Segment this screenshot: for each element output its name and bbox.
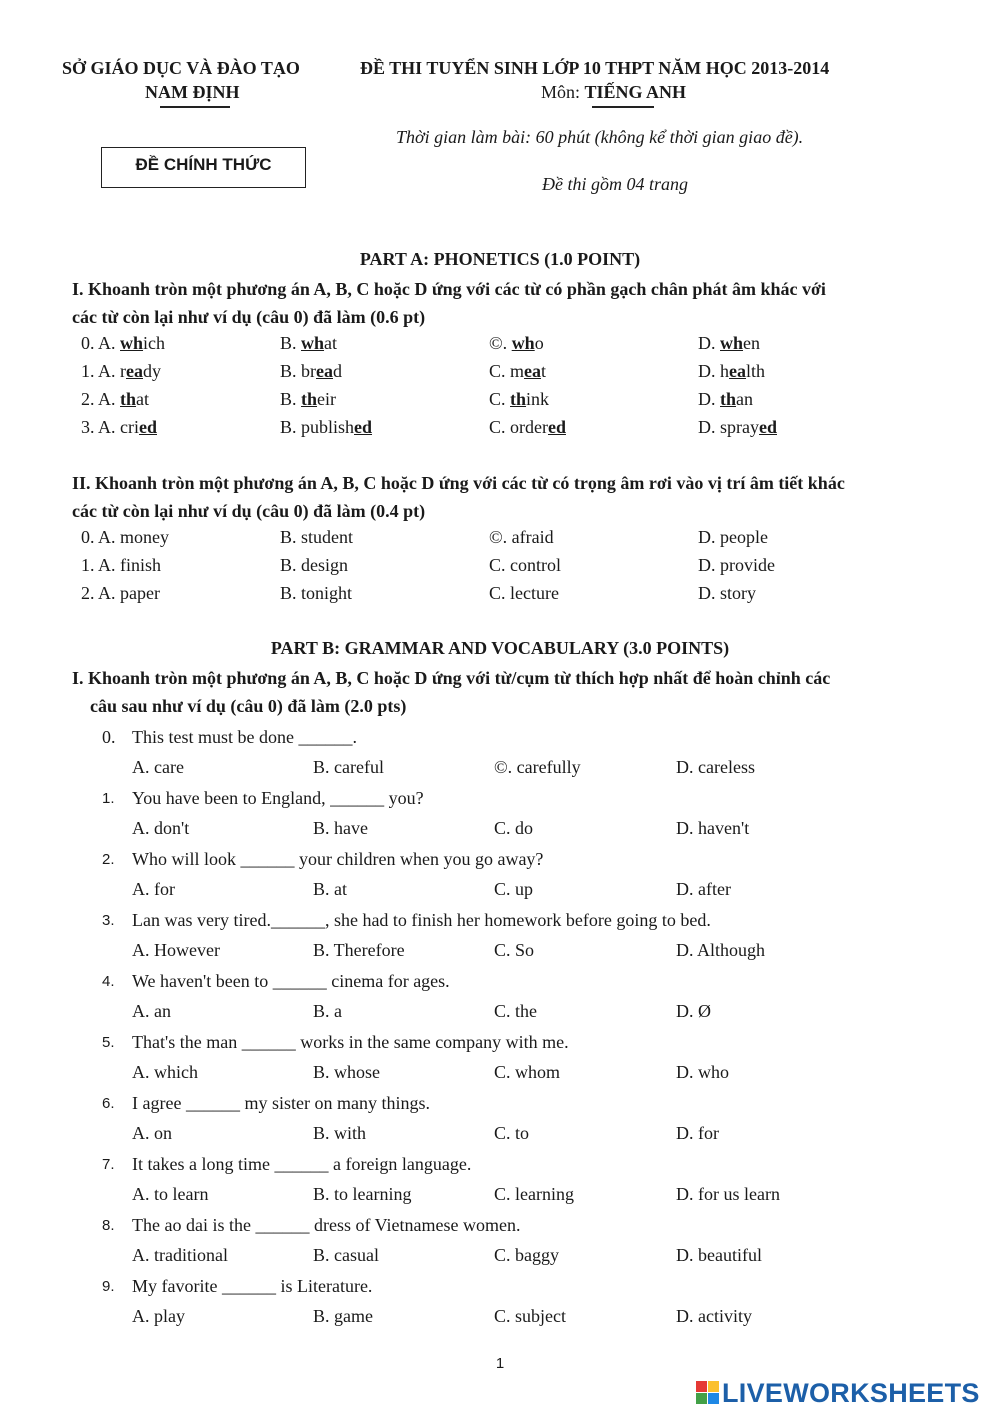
answer-option[interactable]: D. for: [676, 1123, 719, 1143]
question-text: It takes a long time ______ a foreign language.: [132, 1154, 472, 1174]
answer-option[interactable]: D. who: [676, 1062, 729, 1082]
answer-option[interactable]: [489, 417, 566, 438]
question-text: Lan was very tired.______, she had to finish her homework before going to bed.: [132, 910, 711, 930]
answer-option[interactable]: [489, 361, 546, 382]
instruction-line: các từ còn lại như ví dụ (câu 0) đã làm (0.4 pt): [72, 501, 426, 521]
exam-title: ĐỀ THI TUYỂN SINH LỚP 10 THPT NĂM HỌC 2013-2014: [360, 58, 830, 78]
answer-option[interactable]: B. tonight: [280, 583, 353, 603]
answer-option[interactable]: D. for us learn: [676, 1184, 780, 1204]
question-number: 2.: [102, 851, 115, 868]
answer-option[interactable]: C. up: [494, 879, 534, 899]
option-text: D. h: [698, 361, 729, 381]
option-text: 0. A.: [81, 333, 121, 353]
underlined-sound: th: [301, 389, 318, 409]
answer-option[interactable]: 1. A. finish: [81, 555, 162, 575]
phonetics-row: [0, 417, 1000, 443]
option-text: o: [534, 333, 544, 353]
option-text: D. spray: [698, 417, 759, 437]
answer-option[interactable]: B. at: [313, 879, 347, 899]
stress-row: [0, 527, 1000, 553]
question-number: 7.: [102, 1156, 115, 1173]
question-number: 9.: [102, 1278, 115, 1295]
underlined-sound: ea: [524, 361, 542, 381]
answer-option[interactable]: [81, 389, 149, 410]
instruction-line: II. Khoanh tròn một phương án A, B, C hoặc D ứng với các từ có trọng âm rơi vào vị trí âm tiết khác: [72, 473, 845, 493]
answer-option[interactable]: [81, 361, 161, 382]
option-text: d: [333, 361, 342, 381]
question-text: We haven't been to ______ cinema for ages.: [132, 971, 450, 991]
option-text: C. m: [489, 361, 525, 381]
option-text: B.: [280, 333, 302, 353]
option-text: ©.: [489, 333, 512, 353]
instruction-line: các từ còn lại như ví dụ (câu 0) đã làm (0.6 pt): [72, 307, 426, 327]
question-text: You have been to England, ______ you?: [132, 788, 424, 808]
phonetics-row: [0, 333, 1000, 359]
question-number: 8.: [102, 1217, 115, 1234]
logo-grid-icon: [696, 1381, 720, 1405]
answer-option[interactable]: A. don't: [132, 818, 190, 838]
answer-option[interactable]: D. beautiful: [676, 1245, 762, 1265]
underlined-sound: ed: [547, 417, 566, 437]
answer-option[interactable]: D. people: [698, 527, 768, 547]
phonetics-row: [0, 389, 1000, 415]
subject-label: Môn:: [541, 82, 581, 102]
option-text: 1. A. r: [81, 361, 126, 381]
underlined-sound: ea: [126, 361, 143, 381]
stress-row: [0, 583, 1000, 609]
answer-option[interactable]: B. game: [313, 1306, 373, 1326]
answer-option[interactable]: D. Although: [676, 940, 766, 960]
question-number: 3.: [102, 912, 115, 929]
answer-option[interactable]: C. control: [489, 555, 561, 575]
time-note: Thời gian làm bài: 60 phút (không kể thời gian giao đề).: [396, 127, 804, 147]
answer-option[interactable]: A. an: [132, 1001, 171, 1021]
answer-option[interactable]: 2. A. paper: [81, 583, 160, 603]
part-a-instruction-1: [72, 275, 952, 331]
question-text: The ao dai is the ______ dress of Vietnamese women.: [132, 1215, 521, 1235]
answer-option[interactable]: A. for: [132, 879, 175, 899]
answer-option[interactable]: B. design: [280, 555, 349, 575]
liveworksheets-logo: [696, 1376, 980, 1410]
answer-option[interactable]: 0. A. money: [81, 527, 169, 547]
answer-option[interactable]: D. activity: [676, 1306, 752, 1326]
answer-option[interactable]: [280, 417, 372, 438]
underlined-sound: wh: [720, 333, 744, 353]
option-text: B.: [280, 389, 302, 409]
answer-option[interactable]: B. whose: [313, 1062, 380, 1082]
answer-option[interactable]: A. care: [132, 757, 184, 777]
answer-option[interactable]: C. So: [494, 940, 535, 960]
answer-option[interactable]: B. Therefore: [313, 940, 405, 960]
question-number: 4.: [102, 973, 115, 990]
part-b-instruction: [72, 664, 952, 720]
answer-option[interactable]: A. However: [132, 940, 220, 960]
subject-name: TIẾNG ANH: [584, 82, 687, 102]
question-number: 1.: [102, 790, 115, 807]
option-text: at: [324, 333, 338, 353]
option-text: 2. A.: [81, 389, 121, 409]
stress-row: [0, 555, 1000, 581]
question-text: This test must be done ______.: [132, 727, 357, 747]
answer-option[interactable]: C. lecture: [489, 583, 559, 603]
answer-option[interactable]: D. after: [676, 879, 731, 899]
answer-option[interactable]: C. the: [494, 1001, 537, 1021]
question-text: That's the man ______ works in the same company with me.: [132, 1032, 569, 1052]
answer-option[interactable]: B. a: [313, 1001, 342, 1021]
answer-option[interactable]: [698, 361, 765, 382]
question-number: 6.: [102, 1095, 115, 1112]
answer-option[interactable]: C. to: [494, 1123, 530, 1143]
answer-option[interactable]: C. do: [494, 818, 534, 838]
option-text: D.: [698, 333, 720, 353]
answer-option[interactable]: A. to learn: [132, 1184, 209, 1204]
option-text: C. order: [489, 417, 548, 437]
option-text: D.: [698, 389, 720, 409]
part-a-instruction-2: [72, 469, 952, 525]
page-number: 1: [495, 1355, 505, 1372]
answer-option[interactable]: [489, 333, 544, 354]
answer-option[interactable]: A. play: [132, 1306, 185, 1326]
answer-option[interactable]: A. traditional: [132, 1245, 228, 1265]
option-text: dy: [143, 361, 161, 381]
answer-option[interactable]: A. on: [132, 1123, 172, 1143]
underlined-sound: wh: [511, 333, 535, 353]
underlined-sound: th: [720, 389, 737, 409]
answer-option[interactable]: [698, 417, 777, 438]
part-b-title: PART B: GRAMMAR AND VOCABULARY (3.0 POINTS): [270, 638, 730, 658]
question-text: I agree ______ my sister on many things.: [132, 1093, 430, 1113]
option-text: 3. A. cri: [81, 417, 139, 437]
phonetics-row: [0, 361, 1000, 387]
underlined-sound: wh: [120, 333, 144, 353]
answer-option[interactable]: A. which: [132, 1062, 198, 1082]
answer-option[interactable]: [81, 333, 165, 354]
answer-option[interactable]: B. with: [313, 1123, 367, 1143]
answer-option[interactable]: B. casual: [313, 1245, 379, 1265]
answer-option[interactable]: C. whom: [494, 1062, 561, 1082]
subject-underline: [592, 106, 654, 108]
answer-option[interactable]: B. have: [313, 818, 368, 838]
question-text: My favorite ______ is Literature.: [132, 1276, 373, 1296]
department-name: SỞ GIÁO DỤC VÀ ĐÀO TẠO: [62, 58, 300, 78]
option-text: an: [736, 389, 754, 409]
instruction-line: câu sau như ví dụ (câu 0) đã làm (2.0 pts): [90, 696, 407, 716]
answer-option[interactable]: D. haven't: [676, 818, 750, 838]
underlined-sound: ea: [316, 361, 333, 381]
underlined-sound: ed: [354, 417, 373, 437]
answer-option[interactable]: [489, 389, 549, 410]
answer-option[interactable]: B. careful: [313, 757, 384, 777]
pages-note: Đề thi gồm 04 trang: [542, 174, 688, 194]
question-number: 5.: [102, 1034, 115, 1051]
answer-option[interactable]: [280, 333, 337, 354]
province-underline: [160, 106, 230, 108]
underlined-sound: wh: [301, 333, 325, 353]
answer-option[interactable]: [81, 417, 157, 438]
answer-option[interactable]: [698, 389, 753, 410]
underlined-sound: th: [120, 389, 137, 409]
instruction-line: I. Khoanh tròn một phương án A, B, C hoặc D ứng với từ/cụm từ thích hợp nhất để hoàn chỉnh các: [72, 668, 831, 688]
answer-option[interactable]: C. baggy: [494, 1245, 559, 1265]
option-text: eir: [317, 389, 337, 409]
subject-line: [541, 82, 686, 103]
option-text: B. publish: [280, 417, 355, 437]
option-text: B. br: [280, 361, 316, 381]
answer-option[interactable]: B. to learning: [313, 1184, 412, 1204]
answer-option[interactable]: ©. afraid: [489, 527, 554, 547]
question-number: 0.: [102, 727, 116, 747]
answer-option[interactable]: D. Ø: [676, 1001, 711, 1021]
answer-option[interactable]: C. learning: [494, 1184, 574, 1204]
option-text: C.: [489, 389, 511, 409]
option-text: t: [541, 361, 547, 381]
logo-text: LIVEWORKSHEETS: [722, 1377, 980, 1408]
underlined-sound: ed: [759, 417, 777, 437]
underlined-sound: ea: [729, 361, 746, 381]
official-exam-box: ĐỀ CHÍNH THỨC: [101, 147, 306, 188]
answer-option[interactable]: B. student: [280, 527, 354, 547]
underlined-sound: th: [510, 389, 527, 409]
underlined-sound: ed: [139, 417, 157, 437]
option-text: en: [743, 333, 761, 353]
answer-option[interactable]: [280, 389, 336, 410]
department-province: NAM ĐỊNH: [145, 82, 240, 102]
answer-option[interactable]: C. subject: [494, 1306, 566, 1326]
question-text: Who will look ______ your children when you go away?: [132, 849, 544, 869]
part-a-title: PART A: PHONETICS (1.0 POINT): [359, 249, 641, 269]
option-text: lth: [746, 361, 766, 381]
answer-option[interactable]: D. provide: [698, 555, 775, 575]
option-text: at: [136, 389, 150, 409]
answer-option[interactable]: D. story: [698, 583, 756, 603]
answer-option[interactable]: [280, 361, 342, 382]
answer-option[interactable]: D. careless: [676, 757, 755, 777]
answer-option[interactable]: ©. carefully: [494, 757, 581, 777]
option-text: ich: [143, 333, 166, 353]
option-text: ink: [526, 389, 550, 409]
answer-option[interactable]: [698, 333, 760, 354]
instruction-line: I. Khoanh tròn một phương án A, B, C hoặc D ứng với các từ có phần gạch chân phát âm khác với: [72, 279, 826, 299]
